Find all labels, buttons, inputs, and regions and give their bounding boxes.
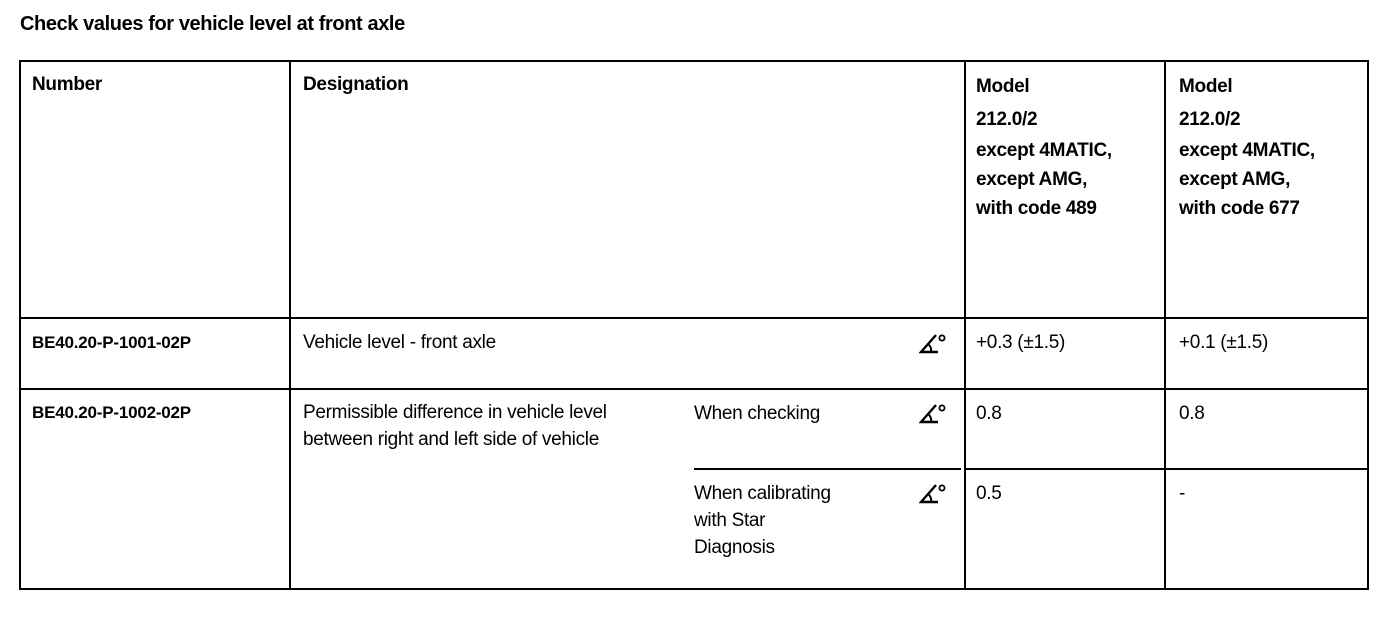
check-values-table	[19, 60, 1369, 590]
condition-line: When calibrating	[694, 483, 831, 504]
angle-degree-icon	[919, 403, 949, 425]
angle-degree-icon	[919, 333, 949, 355]
header-line: 212.0/2	[976, 109, 1038, 130]
value-model-677: +0.1 (±1.5)	[1179, 332, 1268, 353]
page-title: Check values for vehicle level at front axle	[20, 13, 405, 35]
value-model-489: 0.8	[976, 403, 1002, 424]
row-designation: Vehicle level - front axle	[303, 332, 496, 353]
header-line: except AMG,	[1179, 169, 1291, 190]
condition-label: When checking	[694, 403, 821, 424]
header-line: Model	[976, 76, 1030, 97]
value-model-489: +0.3 (±1.5)	[976, 332, 1065, 353]
subrow-divider	[964, 468, 1367, 470]
column-divider	[964, 62, 966, 588]
header-line: with code 489	[976, 198, 1097, 219]
header-line: except 4MATIC,	[976, 140, 1112, 161]
row-divider	[21, 388, 1367, 390]
condition-line: Diagnosis	[694, 537, 775, 558]
header-line: Model	[1179, 76, 1233, 97]
designation-line: Permissible difference in vehicle level	[303, 402, 607, 423]
condition-label	[694, 480, 831, 561]
row-number: BE40.20-P-1002-02P	[32, 403, 191, 422]
value-model-489: 0.5	[976, 483, 1002, 504]
row-designation	[303, 399, 607, 453]
header-model-677	[1179, 70, 1315, 223]
row-divider	[21, 317, 1367, 319]
column-divider	[289, 62, 291, 588]
value-model-677: 0.8	[1179, 403, 1205, 424]
subrow-divider	[694, 468, 961, 470]
header-line: except 4MATIC,	[1179, 140, 1315, 161]
header-line: except AMG,	[976, 169, 1088, 190]
header-model-489	[976, 70, 1112, 223]
header-number: Number	[32, 74, 102, 95]
column-divider	[1164, 62, 1166, 588]
value-model-677: -	[1179, 483, 1186, 504]
condition-line: with Star	[694, 510, 766, 531]
header-designation: Designation	[303, 74, 409, 95]
header-line: with code 677	[1179, 198, 1300, 219]
angle-degree-icon	[919, 483, 949, 505]
designation-line: between right and left side of vehicle	[303, 429, 599, 450]
row-number: BE40.20-P-1001-02P	[32, 333, 191, 352]
header-line: 212.0/2	[1179, 109, 1241, 130]
